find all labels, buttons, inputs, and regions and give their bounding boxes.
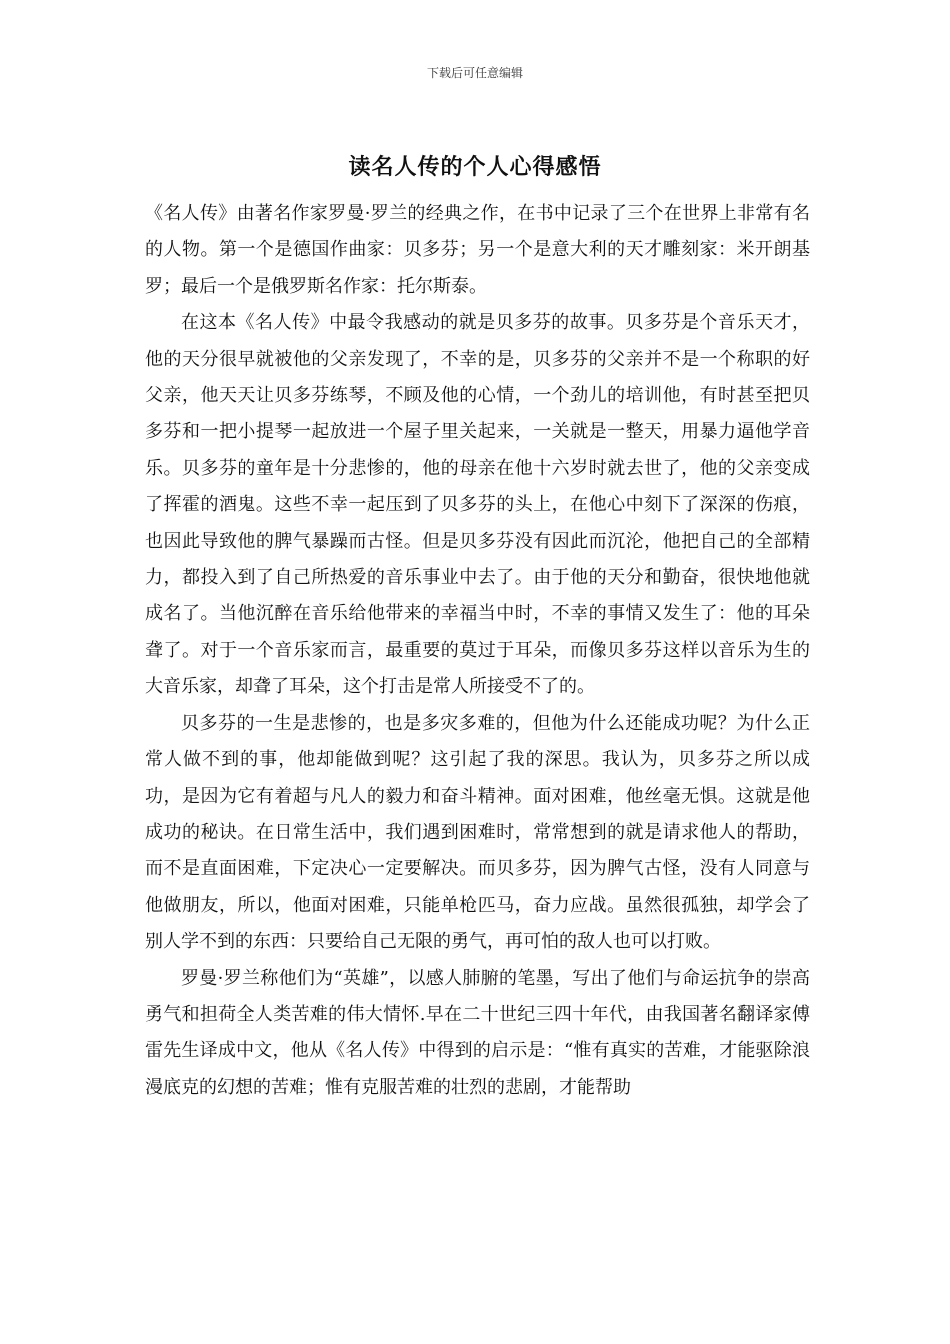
paragraph-romain-rolland: 罗曼·罗兰称他们为“英雄”，以感人肺腑的笔墨，写出了他们与命运抗争的崇高勇气和担荷全人类苦难的伟大情怀.早在二十世纪三四十年代，由我国著名翻译家傅雷先生译成中文，他从《名人传》中得到的启示是：“惟有真实的苦难，才能驱除浪漫底克的幻想的苦难；惟有克服苦难的壮烈的悲剧，才能帮助	[145, 967, 810, 1098]
header-note: 下载后可任意编辑	[426, 66, 523, 80]
page-title: 读名人传的个人心得感悟	[348, 154, 602, 180]
paragraph-beethoven-story: 在这本《名人传》中最令我感动的就是贝多芬的故事。贝多芬是个音乐天才，他的天分很早就被他的父亲发现了，不幸的是，贝多芬的父亲并不是一个称职的好父亲，他天天让贝多芬练琴，不顾及他的心情，一个劲儿的培训他，有时甚至把贝多芬和一把小提琴一起放进一个屋子里关起来，一关就是一整天，用暴力逼他学音乐。贝多芬的童年是十分悲惨的，他的母亲在他十六岁时就去世了，他的父亲变成了挥霍的酒鬼。这些不幸一起压到了贝多芬的头上，在他心中刻下了深深的伤痕，也因此导致他的脾气暴躁而古怪。但是贝多芬没有因此而沉沦，他把自己的全部精力，都投入到了自己所热爱的音乐事业中去了。由于他的天分和勤奋，很快地他就成名了。当他沉醉在音乐给他带来的幸福当中时，不幸的事情又发生了：他的耳朵聋了。对于一个音乐家而言，最重要的莫过于耳朵，而像贝多芬这样以音乐为生的大音乐家，却聋了耳朵，这个打击是常人所接受不了的。	[145, 312, 810, 698]
paragraph-intro: 《名人传》由著名作家罗曼·罗兰的经典之作，在书中记录了三个在世界上非常有名的人物。第一个是德国作曲家：贝多芬；另一个是意大利的天才雕刻家：米开朗基罗；最后一个是俄罗斯名作家：托尔斯泰。	[145, 203, 810, 297]
article-body	[145, 196, 810, 1106]
paragraph-reflection: 贝多芬的一生是悲惨的，也是多灾多难的，但他为什么还能成功呢？为什么正常人做不到的事，他却能做到呢？这引起了我的深思。我认为，贝多芬之所以成功，是因为它有着超与凡人的毅力和奋斗精神。面对困难，他丝毫无惧。这就是他成功的秘诀。在日常生活中，我们遇到困难时，常常想到的就是请求他人的帮助，而不是直面困难，下定决心一定要解决。而贝多芬，因为脾气古怪，没有人同意与他做朋友，所以，他面对困难，只能单枪匹马，奋力应战。虽然很孤独，却学会了别人学不到的东西：只要给自己无限的勇气，再可怕的敌人也可以打败。	[145, 712, 810, 953]
